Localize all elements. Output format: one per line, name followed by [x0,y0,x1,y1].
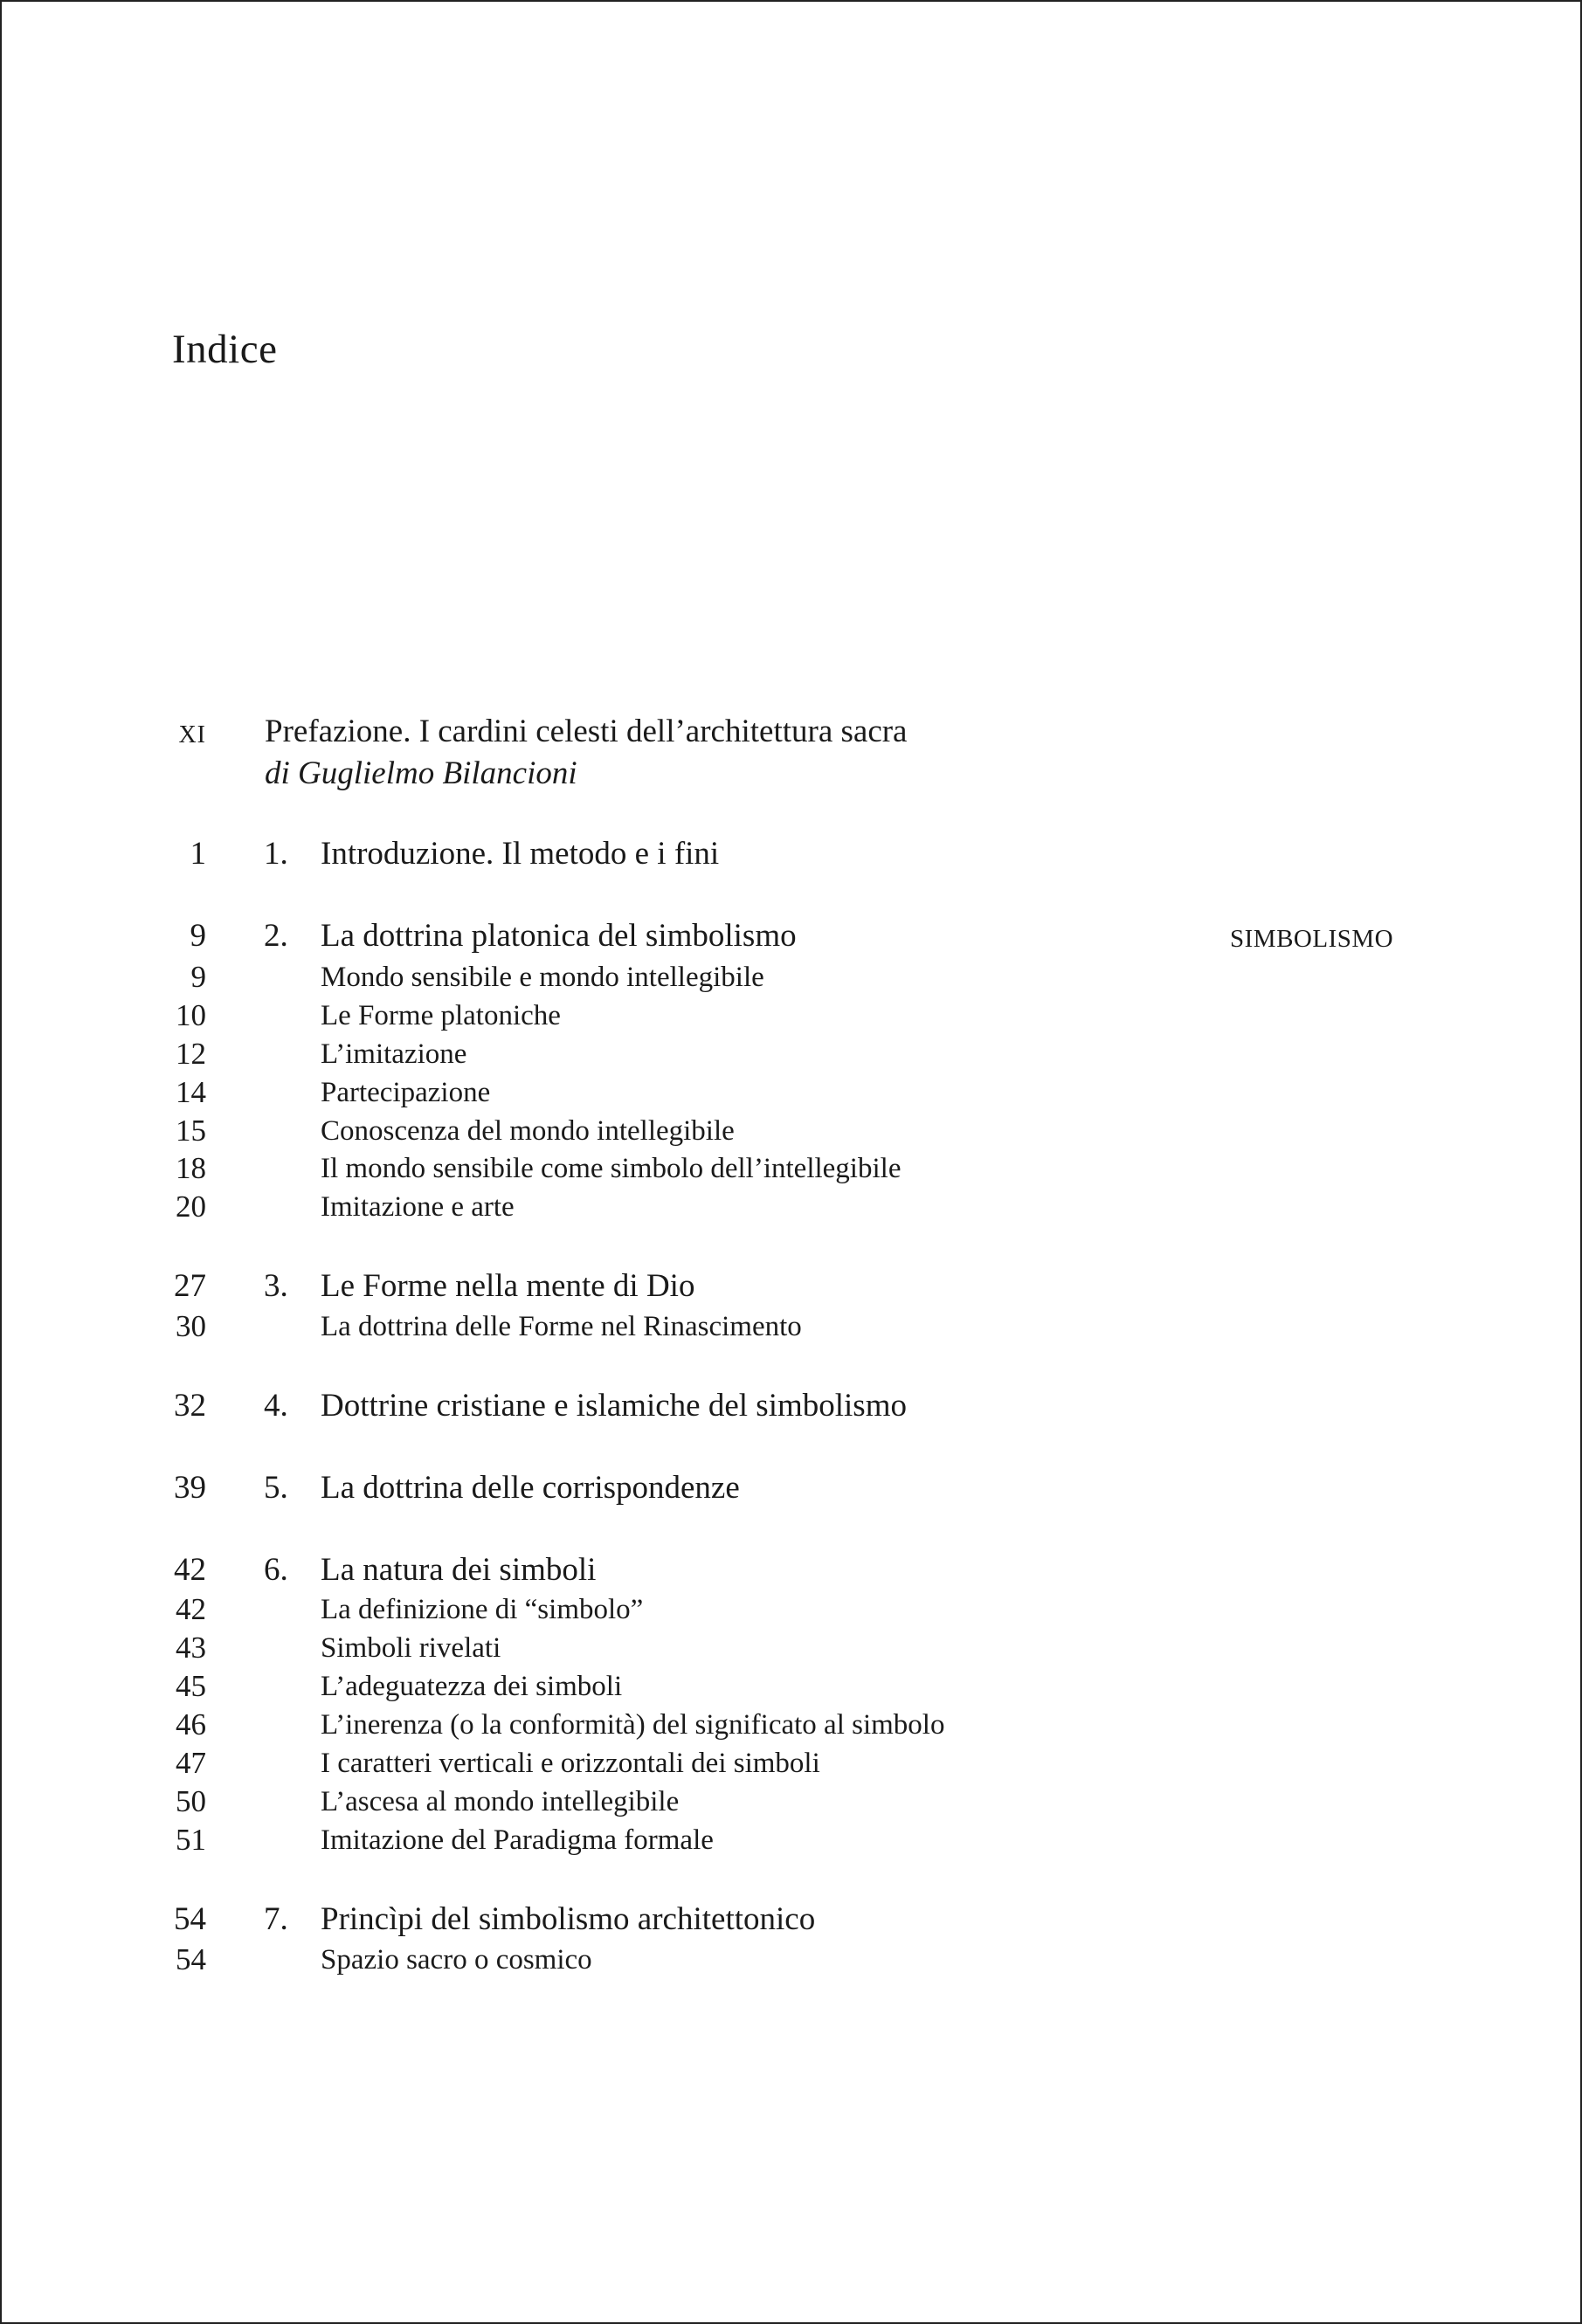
page-number: 14 [176,1075,206,1109]
toc-entry-section[interactable] [0,1077,1582,1115]
chapter-title: Le Forme nella mente di Dio [321,1268,695,1304]
preface-title: Prefazione. I cardini celesti dell’architettura sacra [265,714,908,749]
chapter-number: 2. [264,918,288,954]
toc-entry-chapter-5[interactable] [0,1472,1582,1511]
toc-entry-section[interactable] [0,962,1582,1000]
page-number: 54 [174,1901,206,1937]
toc-entry-section[interactable] [0,1748,1582,1786]
page-number: XI [178,721,206,748]
toc-entry-section[interactable] [0,1115,1582,1154]
toc-entry-section[interactable] [0,1671,1582,1709]
section-title: Spazio sacro o cosmico [321,1944,592,1976]
toc-entry-chapter-3[interactable] [0,1268,1582,1309]
chapter-number: 6. [264,1552,288,1588]
toc-entry-chapter-2[interactable] [0,918,1582,959]
section-title: L’adeguatezza dei simboli [321,1671,623,1702]
page-number: 12 [176,1037,206,1071]
page-number: 39 [174,1470,206,1506]
section-title: L’imitazione [321,1038,467,1070]
page-number: 43 [176,1631,206,1665]
page-number: 18 [176,1151,206,1185]
page-title: Indice [172,327,278,372]
chapter-number: 3. [264,1268,288,1304]
chapter-title: Dottrine cristiane e islamiche del simbolismo [321,1388,907,1424]
section-title: Il mondo sensibile come simbolo dell’intellegibile [321,1153,902,1184]
page-number: 42 [176,1592,206,1626]
page-number: 27 [174,1268,206,1304]
toc-entry-section[interactable] [0,1594,1582,1632]
toc-entry-section[interactable] [0,1000,1582,1038]
section-title: Simboli rivelati [321,1632,501,1664]
chapter-title: La natura dei simboli [321,1552,597,1588]
toc-entry-section[interactable] [0,1153,1582,1191]
chapter-number: 5. [264,1470,288,1506]
toc-entry-section[interactable] [0,1191,1582,1230]
section-title: Partecipazione [321,1077,491,1108]
page-number: 47 [176,1746,206,1780]
section-title: Imitazione del Paradigma formale [321,1824,714,1856]
toc-entry-chapter-4[interactable] [0,1390,1582,1429]
chapter-title: La dottrina platonica del simbolismo [321,918,797,954]
section-title: L’ascesa al mondo intellegibile [321,1786,680,1817]
chapter-title: Princìpi del simbolismo architettonico [321,1901,816,1937]
toc-entry-section[interactable] [0,1311,1582,1349]
toc-entry-section[interactable] [0,1786,1582,1824]
running-head-label: SIMBOLISMO [1230,925,1394,953]
toc-entry-section[interactable] [0,1632,1582,1671]
page-number: 32 [174,1388,206,1424]
page-number: 51 [176,1823,206,1857]
section-title: La dottrina delle Forme nel Rinascimento [321,1311,802,1342]
page-number: 1 [190,836,206,872]
toc-entry-chapter-6[interactable] [0,1552,1582,1593]
toc-entry-chapter-7[interactable] [0,1901,1582,1942]
toc-entry-preface[interactable] [0,716,1582,755]
page-number: 9 [190,960,206,994]
page-number: 9 [190,918,206,954]
page-number: 45 [176,1669,206,1703]
toc-entry-section[interactable] [0,1709,1582,1748]
section-title: I caratteri verticali e orizzontali dei simboli [321,1748,820,1779]
toc-entry-chapter-1[interactable] [0,838,1582,877]
toc-entry-section[interactable] [0,1038,1582,1077]
section-title: L’inerenza (o la conformità) del significato al simbolo [321,1709,945,1741]
chapter-number: 1. [264,836,288,872]
section-title: Le Forme platoniche [321,1000,561,1031]
section-title: La definizione di “simbolo” [321,1594,644,1625]
section-title: Conoscenza del mondo intellegibile [321,1115,735,1147]
page-number: 54 [176,1942,206,1976]
page-number: 15 [176,1114,206,1148]
page-number: 42 [174,1552,206,1588]
chapter-title: La dottrina delle corrispondenze [321,1470,740,1506]
page-number: 10 [176,998,206,1032]
page-number: 50 [176,1784,206,1818]
page-number: 20 [176,1190,206,1224]
chapter-number: 4. [264,1388,288,1424]
preface-author: di Guglielmo Bilancioni [265,755,577,791]
page-number: 46 [176,1707,206,1741]
toc-entry-section[interactable] [0,1944,1582,1983]
chapter-title: Introduzione. Il metodo e i fini [321,836,720,872]
section-title: Imitazione e arte [321,1191,515,1223]
toc-entry-section[interactable] [0,1824,1582,1863]
section-title: Mondo sensibile e mondo intellegibile [321,962,764,993]
chapter-number: 7. [264,1901,288,1937]
page-number: 30 [176,1309,206,1343]
